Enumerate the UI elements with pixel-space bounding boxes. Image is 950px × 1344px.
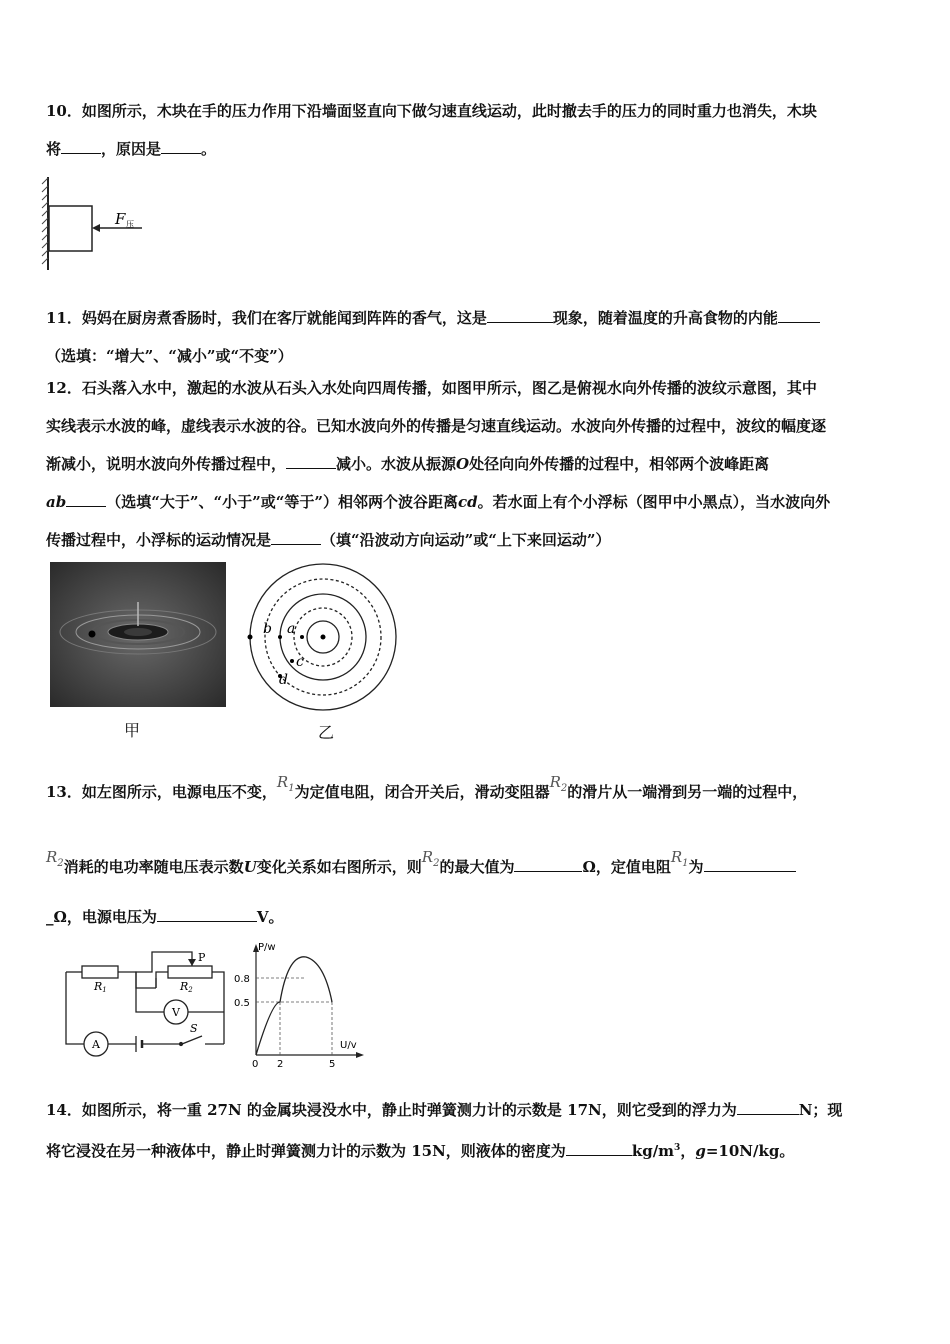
q12-blank3[interactable]: [271, 529, 321, 545]
ammeter-label: A: [92, 1038, 100, 1051]
label-c: c: [296, 654, 304, 670]
xtick-2: 2: [277, 1059, 284, 1070]
graph-ylabel: P/w: [258, 942, 276, 953]
r2-symbol-2: $R_2$: [46, 848, 64, 869]
q14-line2: 将它浸没在另一种液体中，静止时弹簧测力计的示数为 15N，则液体的密度为 $kg/m^3$，g=10N/kg。: [46, 1142, 795, 1160]
q11-blank2[interactable]: [778, 307, 820, 323]
ytick-08: 0.8: [234, 974, 250, 985]
q12-line1: 12．石头落入水中，激起的水波从石头入水处向四周传播，如图甲所示，图乙是俯视水向外传播的波纹示意图，其中: [46, 379, 817, 397]
q13-blank2[interactable]: [704, 856, 796, 872]
r1-symbol-2: $R_1$: [670, 848, 689, 869]
q14-blank1[interactable]: [737, 1099, 799, 1115]
q13-circuit: [60, 948, 240, 1058]
graph-xlabel: U/v: [340, 1040, 357, 1051]
question-11: [46, 299, 908, 375]
q14-line1: 14．如图所示，将一重 27N 的金属块浸没水中，静止时弹簧测力计的示数是 17N，则它受到的浮力为 N；现: [46, 1101, 843, 1119]
q11-line1: 11．妈妈在厨房煮香肠时，我们在客厅就能闻到阵阵的香气，这是 现象，随着温度的升高食物的内能: [46, 299, 908, 337]
xtick-5: 5: [329, 1059, 336, 1070]
label-a: a: [287, 621, 296, 637]
label-d: d: [279, 672, 288, 688]
circuit-p-label: P: [198, 951, 206, 964]
voltmeter-label: V: [172, 1006, 180, 1019]
question-12: [46, 369, 908, 559]
q12-blank1[interactable]: [286, 453, 336, 469]
q13-line1: 13．如左图所示，电源电压不变，$R_1$为定值电阻，闭合开关后，滑动变阻器$R_2$的滑片从一端滑到另一端的过程中，: [46, 773, 808, 801]
caption-yi: 乙: [318, 723, 335, 742]
xtick-0: 0: [252, 1059, 259, 1070]
q12-blank2[interactable]: [66, 491, 106, 507]
q10-figure: [40, 172, 150, 272]
q12-line5: 传播过程中，小浮标的运动情况是 （填“沿波动方向运动”或“上下来回运动”）: [46, 531, 611, 549]
question-10: [46, 92, 908, 168]
q13-power-graph: [232, 940, 367, 1070]
q10-line2: 将 ，原因是 。: [46, 140, 217, 158]
question-13: [46, 773, 908, 818]
label-b: b: [263, 621, 272, 637]
question-13-line3: _Ω，电源电压为 V。: [46, 908, 284, 926]
r2-symbol-3: $R_2$: [421, 848, 440, 869]
caption-jia: 甲: [124, 721, 141, 740]
q12-line2: 实线表示水波的峰，虚线表示水波的谷。已知水波向外的传播是匀速直线运动。水波向外传播的过程中，波纹的幅度逐: [46, 417, 827, 435]
force-label: F: [115, 210, 126, 228]
float-marker: [89, 631, 96, 638]
q13-blank1[interactable]: [514, 856, 582, 872]
r2-symbol: $R_2$: [549, 773, 568, 794]
question-14: [46, 1091, 908, 1170]
wood-block: [49, 206, 92, 251]
q13-blank3[interactable]: [157, 906, 257, 922]
q10-blank1[interactable]: [61, 138, 101, 154]
q12-line4: ab （选填“大于”、“小于”或“等于”）相邻两个波谷距离cd。若水面上有个小浮标（图甲中小黑点），当水波向外: [46, 493, 831, 511]
q12-photo-jia: [50, 562, 226, 707]
q14-blank2[interactable]: [566, 1140, 632, 1156]
q10-blank2[interactable]: [161, 138, 201, 154]
q12-line3: 渐减小，说明水波向外传播过程中， 减小。水波从振源O处径向向外传播的过程中，相邻两个波峰距离: [46, 455, 770, 473]
force-sub: 压: [126, 220, 134, 229]
q11-line2: （选填：“增大”、“减小”或“不变”）: [46, 347, 293, 365]
question-13-line2: $R_2$消耗的电功率随电压表示数U变化关系如右图所示，则$R_2$的最大值为 Ω，定值电阻$R_1$为: [46, 848, 908, 893]
q11-blank1[interactable]: [487, 307, 553, 323]
ytick-05: 0.5: [234, 998, 250, 1009]
q12-diagram-yi: [244, 560, 404, 715]
power-curve: [256, 957, 332, 1055]
circuit-r1-label: R1: [94, 980, 107, 994]
r1-symbol: $R_1$: [276, 773, 295, 794]
switch-label: S: [190, 1022, 198, 1035]
circuit-r2-label: R2: [180, 980, 193, 994]
q10-line1: 10．如图所示，木块在手的压力作用下沿墙面竖直向下做匀速直线运动，此时撤去手的压力的同时重力也消失，木块: [46, 102, 817, 120]
